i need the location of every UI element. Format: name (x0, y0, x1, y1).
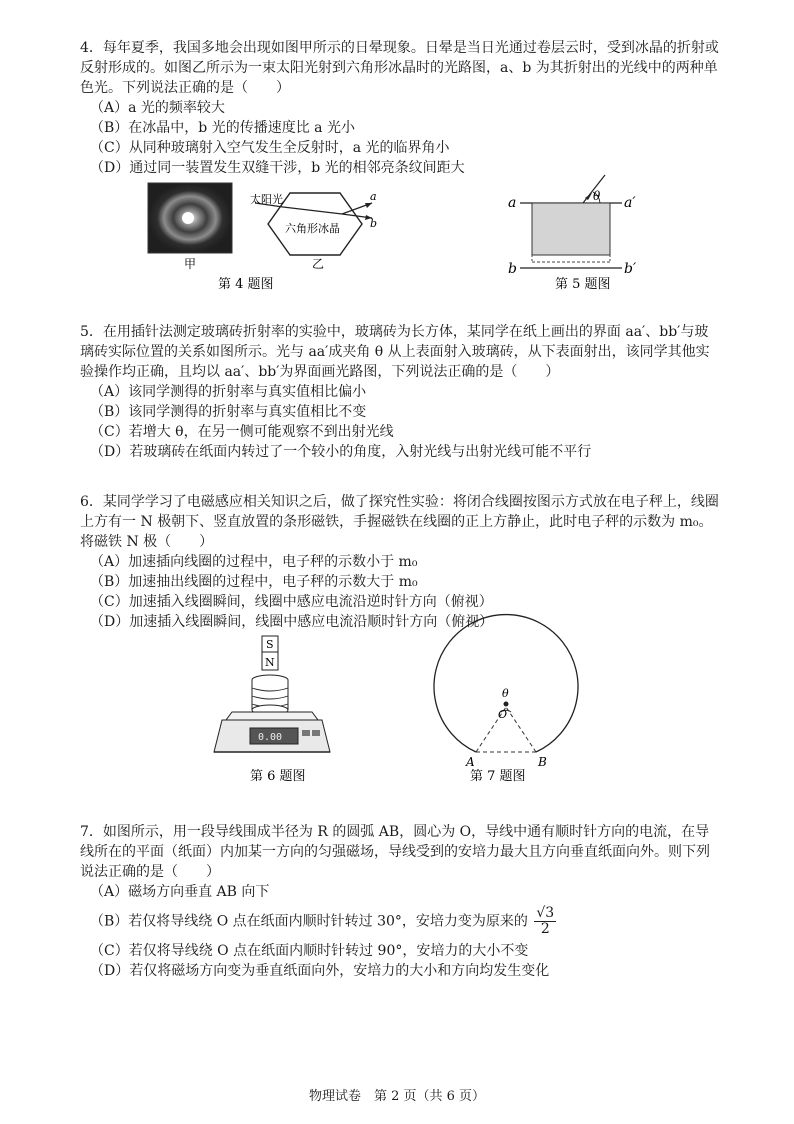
fraction-denominator: 2 (540, 921, 550, 937)
question-4-option-d: （D）通过同一装置发生双缝干涉，b 光的相邻亮条纹间距大 (90, 160, 465, 176)
fig-jia-label: 甲 (184, 257, 197, 271)
magnet-s-label: S (266, 638, 274, 651)
question-7-option-b (80, 906, 720, 937)
question-6-option-b: （B）加速抽出线圈的过程中，电子秤的示数大于 m₀ (90, 574, 418, 590)
question-5-option-d: （D）若玻璃砖在纸面内转过了一个较小的角度，入射光线与出射光线可能不平行 (90, 444, 592, 460)
arc-wire-diagram (434, 615, 578, 752)
scale-display: 0.00 (258, 732, 283, 743)
label-a: a (508, 195, 517, 211)
question-4-option-c: （C）从同种玻璃射入空气发生全反射时，a 光的临界角小 (90, 140, 450, 156)
halo-photo (148, 183, 232, 253)
question-7 (80, 822, 720, 981)
label-theta: θ (593, 189, 601, 203)
label-b-prime: b′ (624, 261, 637, 277)
fig5-caption: 第 5 题图 (555, 277, 611, 292)
question-6-option-d: （D）加速插入线圈瞬间，线圈中感应电流沿顺时针方向（俯视） (90, 614, 494, 630)
question-5-option-b: （B）该同学测得的折射率与真实值相比不变 (90, 404, 367, 420)
label-b: b (508, 261, 517, 277)
ray-a-label: a (370, 190, 377, 203)
fig4-caption: 第 4 题图 (218, 277, 274, 292)
question-6-option-c: （C）加速插入线圈瞬间，线圈中感应电流沿逆时针方向（俯视） (90, 594, 493, 610)
fig7-b-label: B (538, 755, 547, 769)
question-7-option-a: （A）磁场方向垂直 AB 向下 (90, 884, 270, 900)
fraction-numerator: √3 (536, 905, 555, 921)
fig7-a-label: A (466, 755, 475, 769)
magnet-n-label: N (265, 656, 275, 669)
fig-yi-label: 乙 (312, 257, 325, 271)
question-5-option-c: （C）若增大 θ，在另一侧可能观察不到出射光线 (90, 424, 394, 440)
question-7-option-d: （D）若仅将磁场方向变为垂直纸面向外，安培力的大小和方向均发生变化 (90, 963, 550, 979)
fig7-caption: 第 7 题图 (470, 769, 526, 784)
question-4-option-a: （A）a 光的频率较大 (90, 100, 225, 116)
crystal-label: 六角形冰晶 (285, 222, 340, 235)
sqrt3-over-2-fraction (534, 906, 556, 937)
fig7-theta-label: θ (502, 687, 509, 700)
label-a-prime: a′ (624, 195, 636, 211)
question-7-option-b-text: （B）若仅将导线绕 O 点在纸面内顺时针转过 30°，安培力变为原来的 (90, 913, 528, 930)
question-6-stem: 6．某同学学习了电磁感应相关知识之后，做了探究性实验：将闭合线圈按图示方式放在电子秤上，线圈上方有一 N 极朝下、竖直放置的条形磁铁，手握磁铁在线圈的正上方静止，此时电子秤的示数为 m₀。将磁铁 N 极（ ） (80, 494, 719, 550)
question-4-stem: 4．每年夏季，我国多地会出现如图甲所示的日晕现象。日晕是当日光通过卷层云时，受到冰晶的折射或反射形成的。如图乙所示为一束太阳光射到六角形冰晶时的光路图，a、b 为其折射出的光线中的两种单色光。下列说法正确的是（ ） (80, 40, 719, 96)
fig6-caption: 第 6 题图 (250, 769, 306, 784)
sunlight-label: 太阳光 (250, 193, 283, 206)
ray-b-label: b (370, 217, 378, 230)
question-7-stem: 7．如图所示，用一段导线围成半径为 R 的圆弧 AB，圆心为 O，导线中通有顺时针方向的电流，在导线所在的平面（纸面）内加某一方向的匀强磁场，导线受到的安培力最大且方向垂直纸面向外。则下列说法正确的是（ ） (80, 824, 710, 880)
question-6 (80, 492, 720, 632)
question-7-option-c: （C）若仅将导线绕 O 点在纸面内顺时针转过 90°，安培力的大小不变 (90, 943, 529, 959)
glass-block-diagram (520, 175, 622, 268)
question-4-option-b: （B）在冰晶中，b 光的传播速度比 a 光小 (90, 120, 355, 136)
fig7-o-label: O (498, 708, 508, 721)
page-footer: 物理试卷 第 2 页（共 6 页） (308, 1089, 486, 1104)
question-5-option-a: （A）该同学测得的折射率与真实值相比偏小 (90, 384, 367, 400)
question-5-stem: 5．在用插针法测定玻璃砖折射率的实验中，玻璃砖为长方体，某同学在纸上画出的界面 aa′、bb′与玻璃砖实际位置的关系如图所示。光与 aa′成夹角 θ 从上表面射入玻璃砖，从下表面射出，该同学其他实验操作均正确，且均以 aa′、bb′为界面画光路图，下列说法正确的是（ ） (80, 324, 710, 380)
question-5 (80, 322, 720, 462)
question-6-option-a: （A）加速插向线圈的过程中，电子秤的示数小于 m₀ (90, 554, 418, 570)
